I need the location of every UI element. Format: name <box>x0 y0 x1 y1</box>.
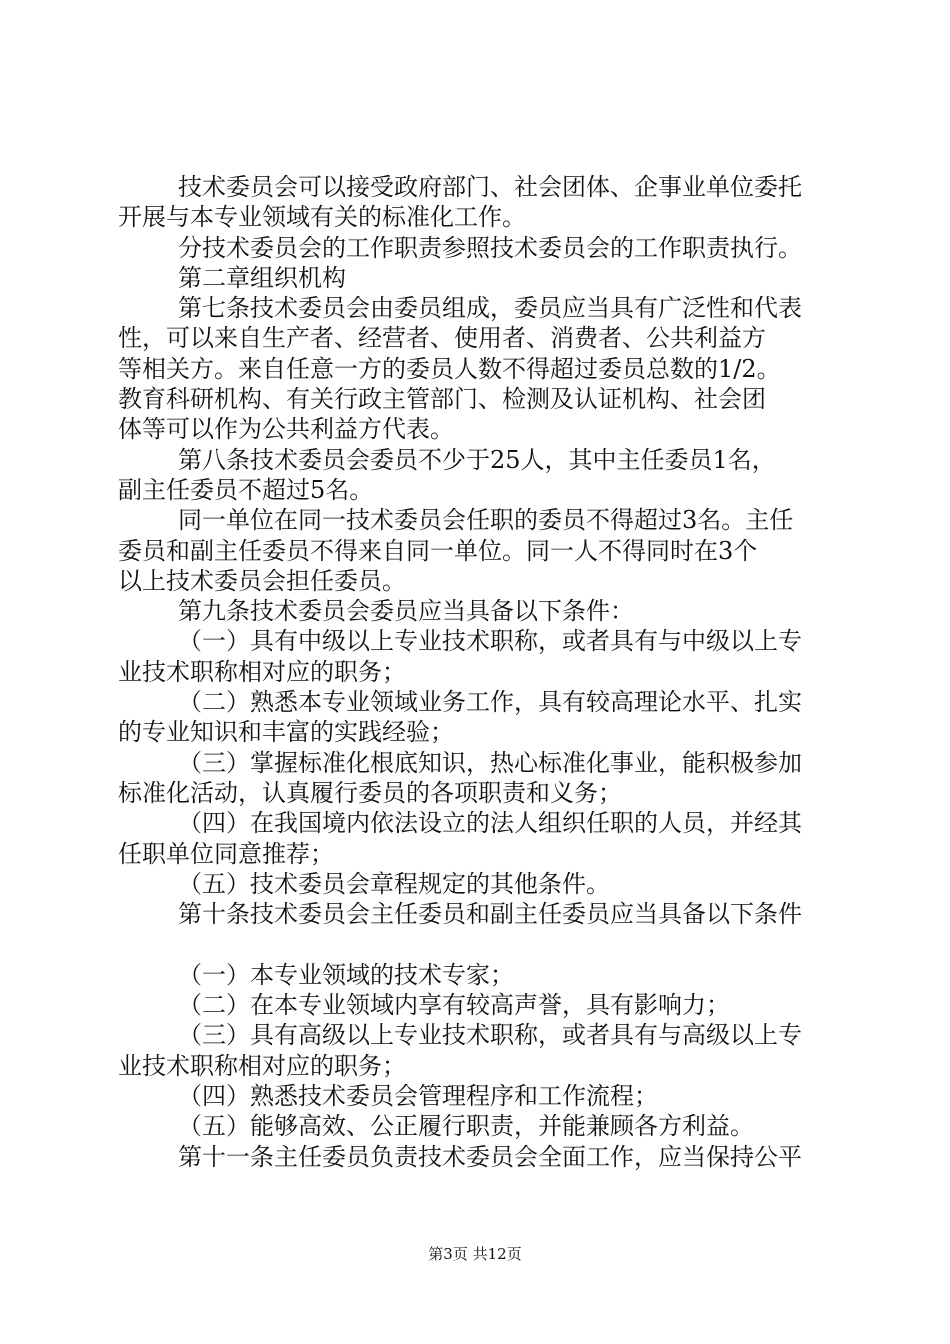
list-item-line: （五）技术委员会章程规定的其他条件。 <box>178 869 610 898</box>
paragraph-line: 体等可以作为公共利益方代表。 <box>118 415 454 444</box>
list-item-line: （一）具有中级以上专业技术职称，或者具有与中级以上专 <box>178 627 802 656</box>
article-9-line: 第九条技术委员会委员应当具备以下条件： <box>178 597 634 626</box>
paragraph-line: 开展与本专业领域有关的标准化工作。 <box>118 203 526 232</box>
list-item-line: （一）本专业领域的技术专家； <box>178 960 514 989</box>
list-item-line: （三）具有高级以上专业技术职称，或者具有与高级以上专 <box>178 1021 802 1050</box>
paragraph-line: 副主任委员不超过5名。 <box>118 475 374 504</box>
list-item-line: 业技术职称相对应的职务； <box>118 1051 406 1080</box>
list-item-line: （四）在我国境内依法设立的法人组织任职的人员，并经其 <box>178 809 802 838</box>
page-number-footer: 第3页 共12页 <box>428 1245 522 1263</box>
paragraph-line: 委员和副主任委员不得来自同一单位。同一人不得同时在3个 <box>118 536 758 565</box>
list-item-line: （三）掌握标准化根底知识，热心标准化事业，能积极参加 <box>178 748 802 777</box>
paragraph-line: 技术委员会可以接受政府部门、社会团体、企事业单位委托 <box>178 173 802 201</box>
article-7-line: 第七条技术委员会由委员组成，委员应当具有广泛性和代表 <box>178 294 802 323</box>
list-item-line: （五）能够高效、公正履行职责，并能兼顾各方利益。 <box>178 1112 754 1141</box>
article-10-line: 第十条技术委员会主任委员和副主任委员应当具备以下条件 <box>178 900 802 929</box>
list-item-line: 任职单位同意推荐； <box>118 839 334 868</box>
list-item-line: 的专业知识和丰富的实践经验； <box>118 718 454 747</box>
list-item-line: 标准化活动，认真履行委员的各项职责和义务； <box>118 778 622 807</box>
paragraph-line: 性，可以来自生产者、经营者、使用者、消费者、公共利益方 <box>118 324 766 353</box>
list-item-line: （二）在本专业领域内享有较高声誉，具有影响力； <box>178 991 730 1020</box>
article-8-line: 第八条技术委员会委员不少于25人，其中主任委员1名， <box>178 445 776 474</box>
paragraph-line: 同一单位在同一技术委员会任职的委员不得超过3名。主任 <box>178 506 794 535</box>
document-body <box>118 172 838 1172</box>
article-11-line: 第十一条主任委员负责技术委员会全面工作，应当保持公平 <box>178 1142 802 1171</box>
blank-line <box>118 929 838 959</box>
paragraph-line: 等相关方。来自任意一方的委员人数不得超过委员总数的1/2。 <box>118 354 781 383</box>
paragraph-line: 教育科研机构、有关行政主管部门、检测及认证机构、社会团 <box>118 385 766 414</box>
paragraph-line: 以上技术委员会担任委员。 <box>118 566 406 595</box>
list-item-line: （四）熟悉技术委员会管理程序和工作流程； <box>178 1081 658 1110</box>
paragraph-line: 分技术委员会的工作职责参照技术委员会的工作职责执行。 <box>178 233 802 262</box>
list-item-line: （二）熟悉本专业领域业务工作，具有较高理论水平、扎实 <box>178 688 802 717</box>
chapter-heading: 第二章组织机构 <box>178 263 346 292</box>
list-item-line: 业技术职称相对应的职务； <box>118 657 406 686</box>
